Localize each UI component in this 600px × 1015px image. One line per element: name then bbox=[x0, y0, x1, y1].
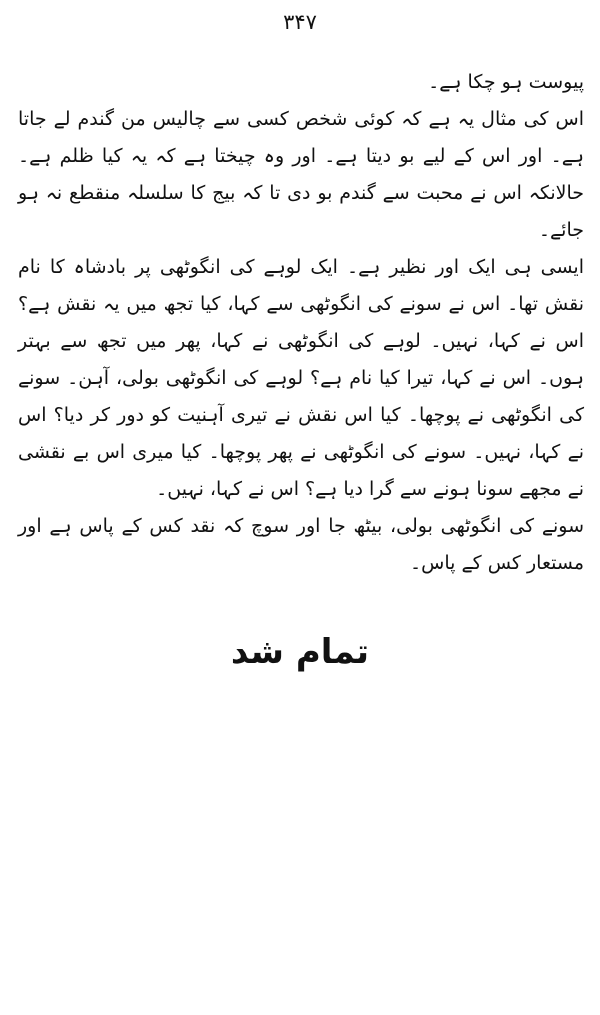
end-mark: تمام شد bbox=[230, 632, 370, 672]
page-number: ۳۴۷ bbox=[283, 10, 317, 34]
paragraph-2: اس کی مثال یہ ہے کہ کوئی شخص کسی سے چالیس من گندم لے جاتا ہے۔ اور اس کے لیے بو دیتا ہے۔ اور وہ چیختا ہے کہ یہ کیا ظلم ہے۔ حالانکہ اس نے محبت سے گندم بو دی تا کہ بیج کا سلسلہ منقطع نہ ہو جائے۔ bbox=[18, 108, 584, 241]
paragraph-4: سونے کی انگوٹھی بولی، بیٹھ جا اور سوچ کہ نقد کس کے پاس ہے اور مستعار کس کے پاس۔ bbox=[18, 515, 584, 574]
paragraph-1: پیوست ہو چکا ہے۔ bbox=[428, 71, 584, 93]
body-text bbox=[18, 64, 584, 582]
paragraph-3: ایسی ہی ایک اور نظیر ہے۔ ایک لوہے کی انگوٹھی پر بادشاہ کا نام نقش تھا۔ اس نے سونے کی انگوٹھی سے کہا، کیا تجھ میں یہ نقش ہے؟ اس نے کہا، نہیں۔ لوہے کی انگوٹھی نے کہا، پھر میں تجھ سے بہتر ہوں۔ اس نے کہا، تیرا کیا نام ہے؟ لوہے کی انگوٹھی بولی، آہن۔ سونے کی انگوٹھی نے پوچھا۔ کیا اس نقش نے تیری آہنیت کو دور کر دیا؟ اس نے کہا، نہیں۔ سونے کی انگوٹھی نے پھر پوچھا۔ کیا میری اس بے نقشی نے مجھے سونا ہونے سے گرا دیا ہے؟ اس نے کہا، نہیں۔ bbox=[18, 256, 584, 500]
